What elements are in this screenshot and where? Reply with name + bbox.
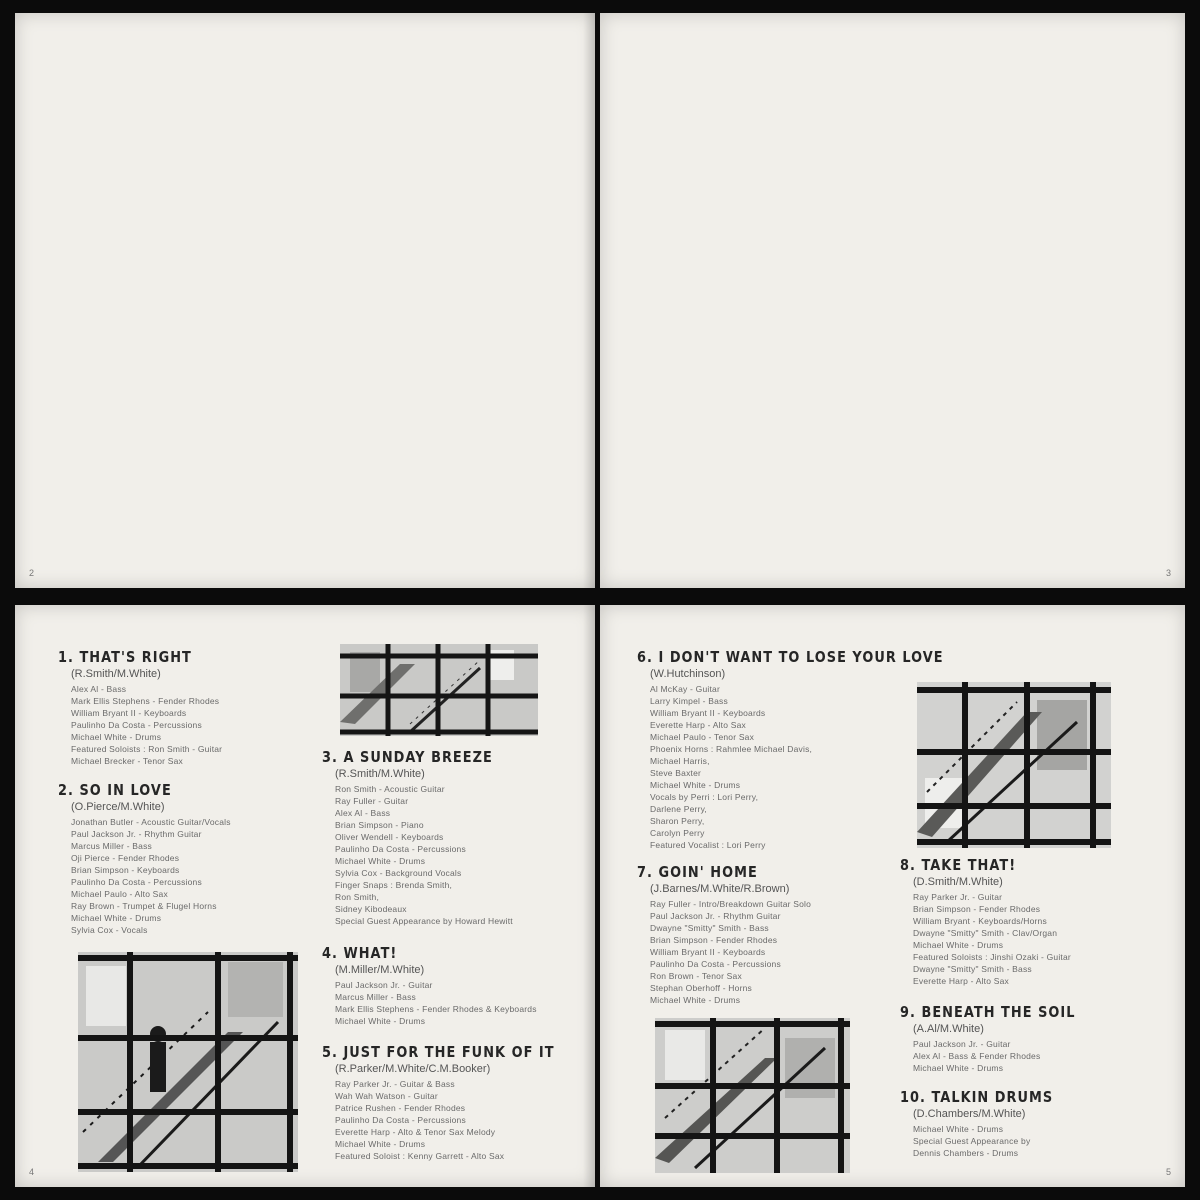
page-number: 2	[29, 568, 35, 578]
track-2	[58, 781, 231, 936]
credit-line: Michael White - Drums	[71, 913, 162, 923]
credit-line: Al McKay - Guitar	[650, 684, 720, 694]
credit-line: Michael White - Drums	[650, 780, 741, 790]
track-credits	[913, 1123, 1078, 1159]
credit-line: Vocals by Perri : Lori Perry,	[650, 792, 759, 802]
credit-line: Paulinho Da Costa - Percussions	[335, 844, 466, 854]
credit-line: William Bryant - Keyboards/Horns	[913, 916, 1047, 926]
liner-notes-page-left	[15, 13, 595, 588]
credit-line: Everette Harp - Alto & Tenor Sax Melody	[335, 1127, 496, 1137]
credit-line: Brian Simpson - Fender Rhodes	[650, 935, 778, 945]
track-title: 7. GOIN' HOME	[637, 863, 758, 881]
track-writers: (R.Smith/M.White)	[71, 668, 161, 680]
credit-line: Ron Smith,	[335, 892, 380, 902]
track-title: 10. TALKIN DRUMS	[900, 1088, 1054, 1106]
credit-line: Finger Snaps : Brenda Smith,	[335, 880, 453, 890]
credit-line: Paul Jackson Jr. - Rhythm Guitar	[71, 829, 202, 839]
credit-line: Alex Al - Bass	[71, 684, 127, 694]
credit-line: Michael White - Drums	[335, 1139, 426, 1149]
track-writers: (D.Chambers/M.White)	[913, 1108, 1026, 1120]
credit-line: Darlene Perry,	[650, 804, 707, 814]
credit-line: Paulinho Da Costa - Percussions	[71, 877, 202, 887]
credit-line: Michael White - Drums	[335, 1016, 426, 1026]
credit-line: Sharon Perry,	[650, 816, 705, 826]
credit-line: Michael White - Drums	[335, 856, 426, 866]
credit-line: Michael Brecker - Tenor Sax	[71, 756, 184, 766]
track-credits	[71, 683, 222, 767]
credit-line: Michael Paulo - Alto Sax	[71, 889, 168, 899]
track-7	[637, 863, 811, 1006]
credit-line: Mark Ellis Stephens - Fender Rhodes & Keyboards	[335, 1004, 537, 1014]
track-credits	[650, 898, 811, 1006]
page-number: 5	[1165, 1167, 1171, 1177]
track-writers: (M.Miller/M.White)	[335, 964, 425, 976]
credit-line: William Bryant II - Keyboards	[650, 947, 766, 957]
credit-line: Sidney Kibodeaux	[335, 904, 407, 914]
credit-line: Michael White - Drums	[913, 1063, 1004, 1073]
track-writers: (W.Hutchinson)	[650, 668, 726, 680]
credit-line: Jonathan Butler - Acoustic Guitar/Vocals	[71, 817, 231, 827]
credit-line: Everette Harp - Alto Sax	[913, 976, 1009, 986]
track-credits	[335, 783, 521, 927]
credit-line: William Bryant II - Keyboards	[71, 708, 187, 718]
track-10	[900, 1088, 1078, 1159]
credit-line: Alex Al - Bass & Fender Rhodes	[913, 1051, 1041, 1061]
track-writers: (R.Parker/M.White/C.M.Booker)	[335, 1063, 491, 1075]
credit-line: Everette Harp - Alto Sax	[650, 720, 746, 730]
credit-line: Brian Simpson - Piano	[335, 820, 424, 830]
credit-line: Ray Brown - Trumpet & Flugel Horns	[71, 901, 217, 911]
credit-line: Paulinho Da Costa - Percussions	[335, 1115, 466, 1125]
staircase-photo	[340, 644, 538, 736]
credit-line: Paul Jackson Jr. - Guitar	[335, 980, 433, 990]
credit-line: Patrice Rushen - Fender Rhodes	[335, 1103, 466, 1113]
track-8	[900, 856, 1071, 987]
track-credits	[335, 1078, 592, 1162]
track-5	[322, 1043, 592, 1162]
credit-line: Special Guest Appearance by	[913, 1136, 1031, 1146]
credit-line: Oji Pierce - Fender Rhodes	[71, 853, 180, 863]
page-seam	[583, 13, 595, 588]
credit-line: Steve Baxter	[650, 768, 702, 778]
staircase-photo	[917, 682, 1111, 848]
credit-line: Ray Parker Jr. - Guitar & Bass	[335, 1079, 455, 1089]
track-writers: (D.Smith/M.White)	[913, 876, 1003, 888]
credit-line: Oliver Wendell - Keyboards	[335, 832, 444, 842]
credit-line: Dennis Chambers - Drums	[913, 1148, 1019, 1158]
credit-line: Brian Simpson - Keyboards	[71, 865, 180, 875]
credit-line: Paul Jackson Jr. - Guitar	[913, 1039, 1011, 1049]
credit-line: Ron Brown - Tenor Sax	[650, 971, 742, 981]
page-number: 3	[1165, 568, 1171, 578]
credit-line: Sylvia Cox - Vocals	[71, 925, 148, 935]
track-credits	[913, 1038, 1104, 1074]
credit-line: Wah Wah Watson - Guitar	[335, 1091, 438, 1101]
track-1	[58, 648, 222, 767]
credit-line: Ray Parker Jr. - Guitar	[913, 892, 1003, 902]
credit-line: Michael White - Drums	[650, 995, 741, 1005]
credit-line: Marcus Miller - Bass	[71, 841, 152, 851]
track-writers: (R.Smith/M.White)	[335, 768, 425, 780]
track-writers: (J.Barnes/M.White/R.Brown)	[650, 883, 790, 895]
track-writers: (A.Al/M.White)	[913, 1023, 984, 1035]
track-credits	[71, 816, 231, 936]
track-title: 5. JUST FOR THE FUNK OF IT	[322, 1043, 555, 1061]
credit-line: Michael White - Drums	[913, 940, 1004, 950]
track-title: 9. BENEATH THE SOIL	[900, 1003, 1076, 1021]
credit-line: Special Guest Appearance by Howard Hewitt	[335, 916, 513, 926]
credit-line: Featured Soloists : Ron Smith - Guitar	[71, 744, 223, 754]
credit-line: Paul Jackson Jr. - Rhythm Guitar	[650, 911, 781, 921]
credit-line: Featured Soloist : Kenny Garrett - Alto Sax	[335, 1151, 505, 1161]
track-title: 4. WHAT!	[322, 944, 398, 962]
credit-line: Brian Simpson - Fender Rhodes	[913, 904, 1041, 914]
credit-line: Featured Vocalist : Lori Perry	[650, 840, 766, 850]
track-credits	[913, 891, 1071, 987]
credit-line: Carolyn Perry	[650, 828, 705, 838]
track-title: 2. SO IN LOVE	[58, 781, 172, 799]
track-title: 1. THAT'S RIGHT	[58, 648, 192, 666]
track-title: 6. I DON'T WANT TO LOSE YOUR LOVE	[637, 648, 944, 666]
credit-line: Alex Al - Bass	[335, 808, 391, 818]
credit-line: Stephan Oberhoff - Horns	[650, 983, 752, 993]
liner-notes-page-right	[600, 13, 1185, 588]
credit-line: Ron Smith - Acoustic Guitar	[335, 784, 445, 794]
track-writers: (O.Pierce/M.White)	[71, 801, 165, 813]
credit-line: Larry Kimpel - Bass	[650, 696, 728, 706]
track-9	[900, 1003, 1104, 1074]
track-title: 8. TAKE THAT!	[900, 856, 1017, 874]
staircase-photo	[655, 1018, 850, 1173]
credit-line: Dwayne "Smitty" Smith - Bass	[913, 964, 1032, 974]
credit-line: Michael White - Drums	[71, 732, 162, 742]
credit-line: Phoenix Horns : Rahmlee Michael Davis,	[650, 744, 813, 754]
credit-line: Sylvia Cox - Background Vocals	[335, 868, 462, 878]
page-number: 4	[29, 1167, 35, 1177]
credit-line: Dwayne "Smitty" Smith - Clav/Organ	[913, 928, 1058, 938]
credit-line: Michael White - Drums	[913, 1124, 1004, 1134]
credit-line: Marcus Miller - Bass	[335, 992, 416, 1002]
credit-line: William Bryant II - Keyboards	[650, 708, 766, 718]
credit-line: Paulinho Da Costa - Percussions	[650, 959, 781, 969]
track-3	[322, 748, 521, 927]
credit-line: Dwayne "Smitty" Smith - Bass	[650, 923, 769, 933]
credit-line: Ray Fuller - Intro/Breakdown Guitar Solo	[650, 899, 812, 909]
credit-line: Michael Paulo - Tenor Sax	[650, 732, 755, 742]
track-4	[322, 944, 537, 1027]
credit-line: Featured Soloists : Jinshi Ozaki - Guitar	[913, 952, 1071, 962]
credit-line: Michael Harris,	[650, 756, 710, 766]
credit-line: Ray Fuller - Guitar	[335, 796, 409, 806]
track-title: 3. A SUNDAY BREEZE	[322, 748, 493, 766]
track-credits	[335, 979, 537, 1027]
credit-line: Mark Ellis Stephens - Fender Rhodes	[71, 696, 220, 706]
credit-line: Paulinho Da Costa - Percussions	[71, 720, 202, 730]
staircase-photo-with-figure	[78, 952, 298, 1172]
